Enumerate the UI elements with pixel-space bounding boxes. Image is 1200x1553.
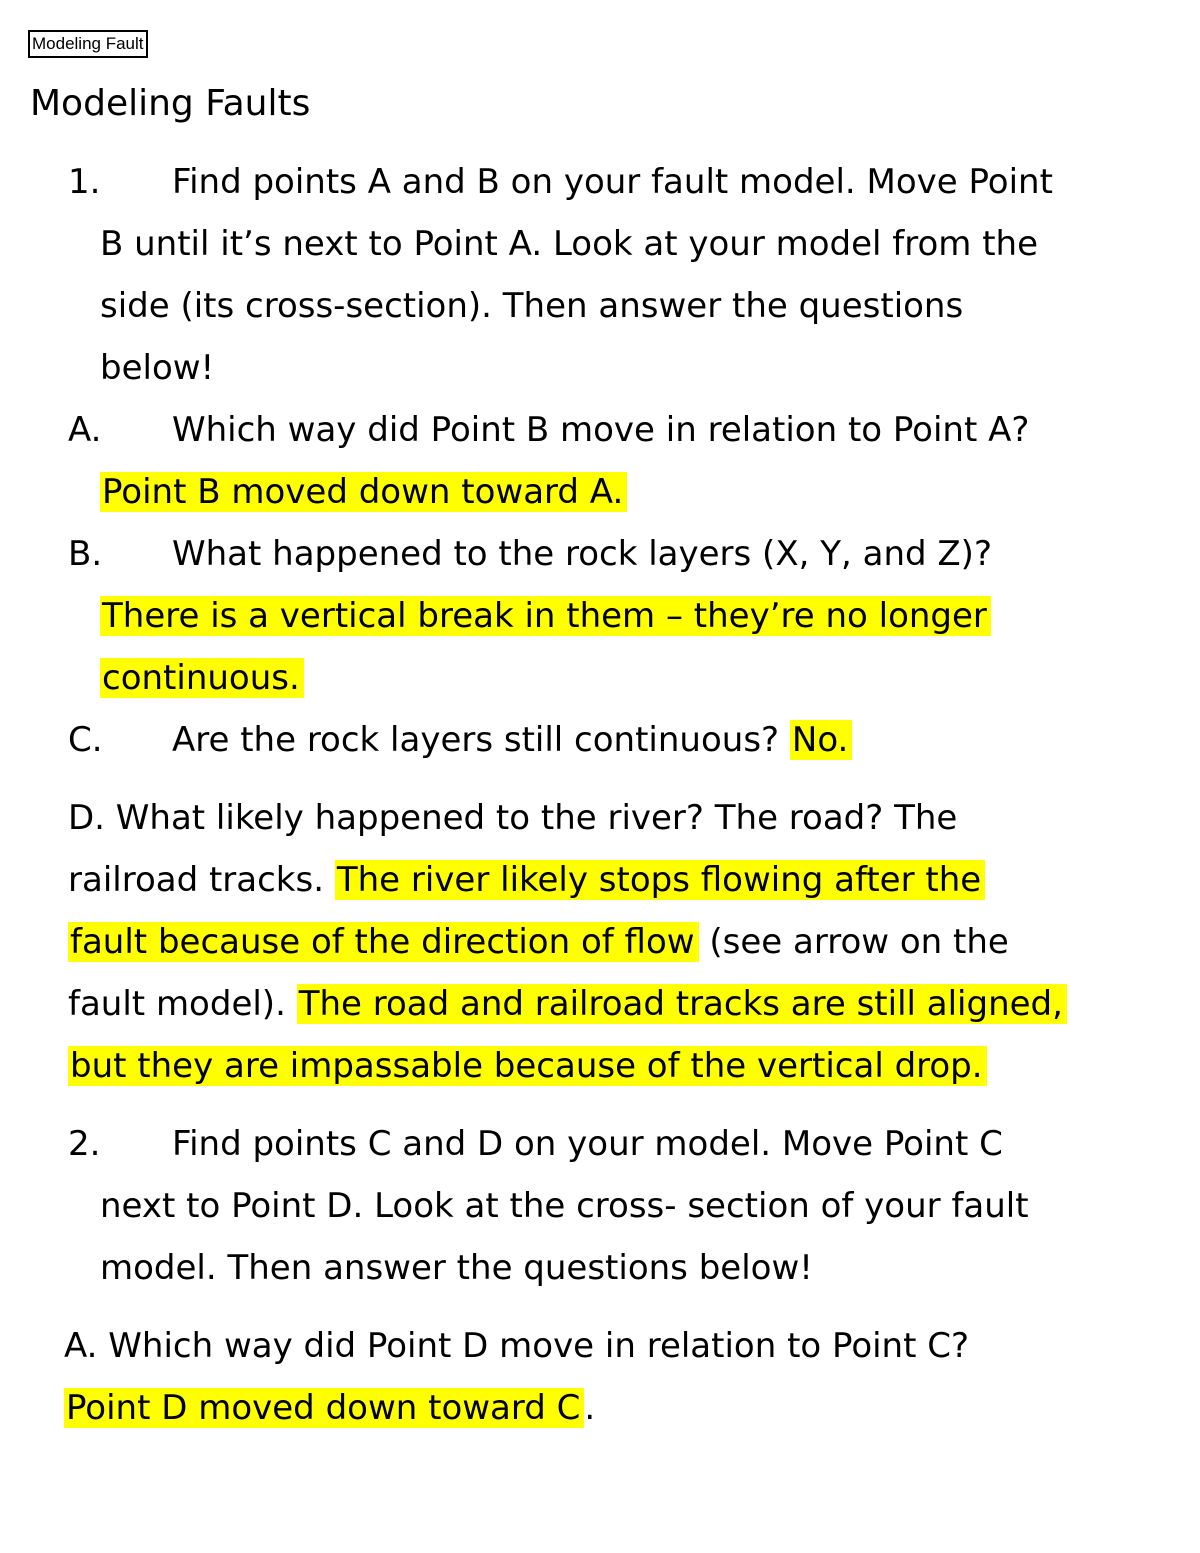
q1b-question: What happened to the rock layers (X, Y, and Z)? [172,534,992,574]
q1d-line-3 [68,920,1009,964]
header-label: Modeling Fault [28,30,148,58]
q1a-question: Which way did Point B move in relation to Point A? [172,410,1030,450]
q1-text-line: below! [100,348,215,388]
q1d-text: fault model). [68,984,286,1024]
q1d-text: (see arrow on the [709,922,1009,962]
q1-number: 1. [68,162,101,202]
q1b-question-line [68,532,992,576]
page-title: Modeling Faults [30,83,311,124]
q1b-answer: continuous. [100,658,304,698]
q1a-question-line [68,408,1029,452]
q1b-answer-line [100,656,304,700]
q2a-question: A. Which way did Point D move in relation to Point C? [64,1326,970,1366]
q1a-answer-line [100,470,627,514]
q1c-question: Are the rock layers still continuous? [172,720,780,760]
q2a-answer-line [64,1386,595,1430]
q1b-answer-line [100,594,991,638]
q1b-marker: B. [68,534,103,574]
q1d-answer: The road and railroad tracks are still aligned, [297,984,1067,1024]
q2-text-line: Find points C and D on your model. Move Point C [172,1124,1003,1164]
q1c-answer: No. [790,720,852,760]
q1-text-line: Find points A and B on your fault model. Move Point [172,162,1053,202]
q1c-marker: C. [68,720,103,760]
q1d-text: railroad tracks. [68,860,325,900]
q1d-line-2 [68,858,985,902]
q2a-answer-end: . [584,1388,596,1428]
q2-line-1 [68,1122,1003,1166]
q2-number: 2. [68,1124,101,1164]
q2-text-line: next to Point D. Look at the cross- section of your fault [100,1186,1029,1226]
q1a-answer: Point B moved down toward A. [100,472,627,512]
q1d-answer: fault because of the direction of flow [68,922,699,962]
q1d-line-4 [68,982,1067,1026]
q1d-question: D. What likely happened to the river? The road? The [68,798,958,838]
q1-line-1 [68,160,1053,204]
q1-text-line: B until it’s next to Point A. Look at your model from the [100,224,1039,264]
q1c-question-line [68,718,852,762]
q1d-answer: The river likely stops flowing after the [335,860,985,900]
q1d-answer: but they are impassable because of the vertical drop. [68,1046,987,1086]
q1a-marker: A. [68,410,102,450]
q2a-answer: Point D moved down toward C [64,1388,584,1428]
q1d-line-5 [68,1044,987,1088]
q1-text-line: side (its cross-section). Then answer the questions [100,286,964,326]
q2-text-line: model. Then answer the questions below! [100,1248,813,1288]
q1b-answer: There is a vertical break in them – they’re no longer [100,596,991,636]
